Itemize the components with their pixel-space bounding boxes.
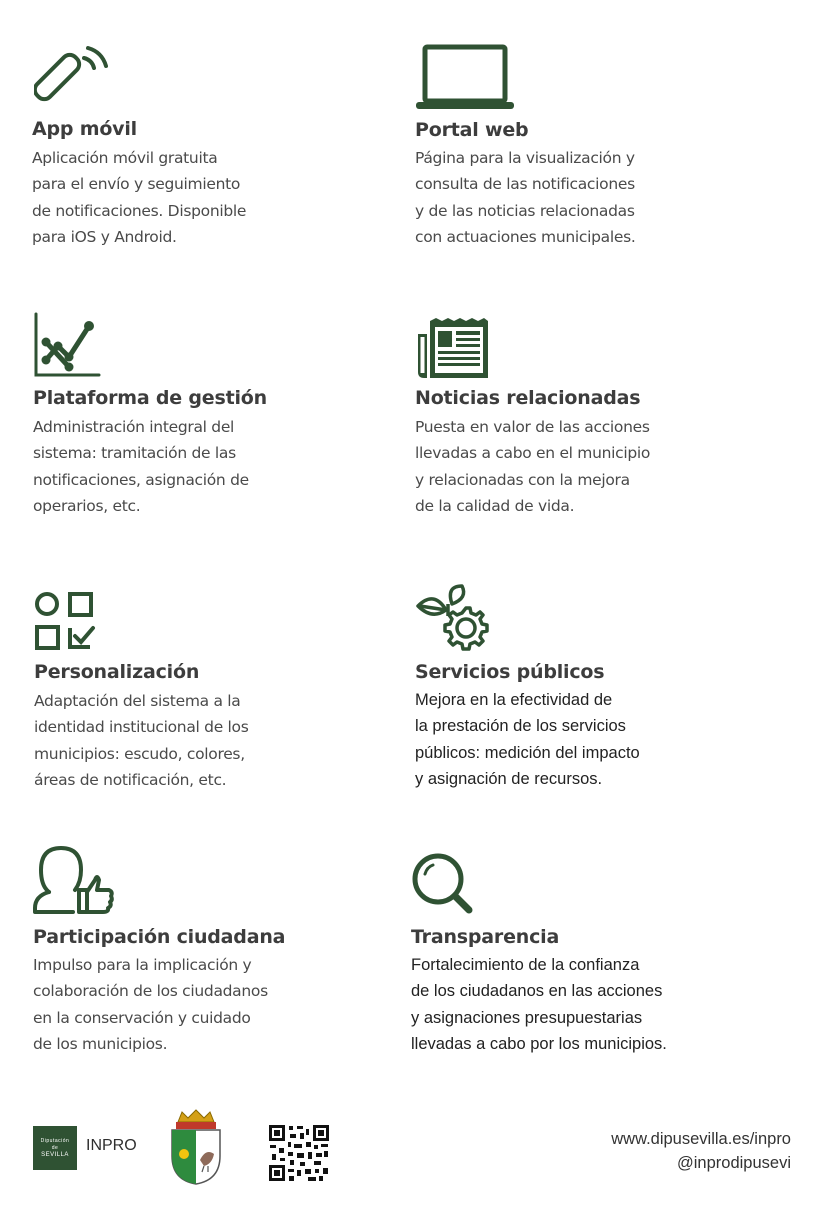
feature-title: Participación ciudadana [33, 926, 286, 948]
feature-description: Administración integral del sistema: tramitación de las notificaciones, asignación de operarios, etc. [33, 418, 249, 515]
feature-description: Puesta en valor de las acciones llevadas a cabo en el municipio y relacionadas con la mejora de la calidad de vida. [415, 418, 651, 515]
laptop-icon [415, 44, 515, 112]
line-chart-icon [33, 312, 103, 380]
magnifier-icon [411, 852, 475, 916]
inpro-brand: INPRO [86, 1137, 137, 1154]
feature-description: Página para la visualización y consulta de las notificaciones y de las noticias relacionadas con actuaciones municipales. [415, 149, 636, 246]
feature-title: Transparencia [411, 926, 560, 948]
feature-description: Impulso para la implicación y colaboración de los ciudadanos en la conservación y cuidado de los municipios. [33, 956, 268, 1053]
feature-description: Mejora en la efectividad de la prestación de los servicios públicos: medición del impacto y asignación de recursos. [415, 691, 640, 788]
website-link[interactable]: www.dipusevilla.es/inpro [611, 1130, 791, 1148]
shapes-checklist-icon [34, 590, 96, 652]
newspaper-icon [416, 318, 492, 380]
footer-contact [611, 1127, 791, 1175]
person-thumbs-up-icon [33, 846, 117, 916]
feature-title: Plataforma de gestión [33, 387, 267, 409]
social-handle[interactable]: @inprodipusevi [677, 1154, 791, 1172]
municipal-crest-icon [168, 1108, 224, 1190]
feature-title: Portal web [415, 119, 529, 141]
qr-code-icon [268, 1124, 330, 1186]
feature-title: Servicios públicos [415, 661, 605, 683]
feature-description: Fortalecimiento de la confianza de los ciudadanos en las acciones y asignaciones presupuestarias llevadas a cabo por los municipios. [411, 956, 667, 1053]
diputacion-sevilla-logo: Diputación de SEVILLA [33, 1126, 77, 1170]
feature-title: Personalización [34, 661, 200, 683]
feature-description: Aplicación móvil gratuita para el envío y seguimiento de notificaciones. Disponible para iOS y Android. [32, 149, 247, 246]
feature-title: Noticias relacionadas [415, 387, 641, 409]
feature-description: Adaptación del sistema a la identidad institucional de los municipios: escudo, colores, áreas de notificación, etc. [34, 692, 249, 789]
smartphone-signal-icon [34, 42, 114, 110]
leaf-gear-icon [416, 584, 494, 654]
feature-title: App móvil [32, 118, 137, 140]
